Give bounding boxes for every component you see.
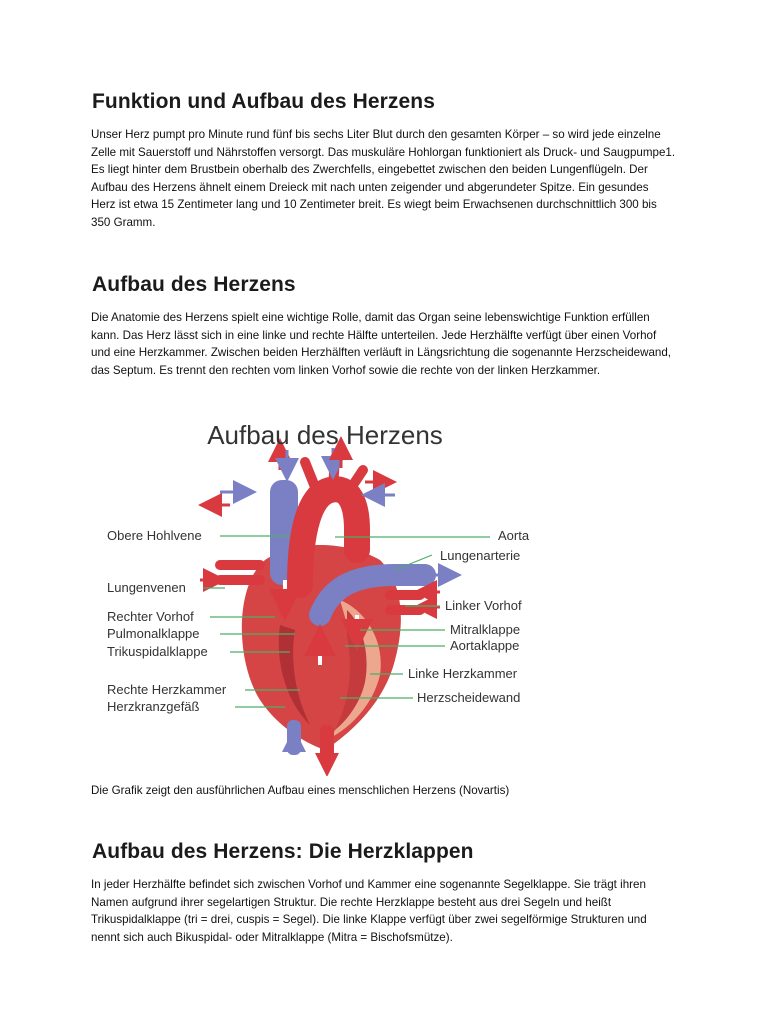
paragraph-herzklappen: In jeder Herzhälfte befindet sich zwischen Vorhof und Kammer eine sogenannte Segelklappe. Sie trägt ihren Namen aufgrund ihrer segelartigen Struktur. Die rechte Herzklappe besteht aus drei Segeln und heißt Trikuspidalklappe (tri = drei, cuspis = Segel). Die linke Klappe verfügt über zwei segelförmige Strukturen und nennt sich auch Bikuspidal- oder Mitralklappe (Mitra = Bischofsmütze). bbox=[91, 878, 647, 944]
label-lungenarterie: Lungenarterie bbox=[440, 548, 521, 563]
label-mitralklappe: Mitralklappe bbox=[450, 622, 521, 637]
heart-diagram bbox=[95, 410, 555, 776]
label-lungenvenen: Lungenvenen bbox=[107, 580, 186, 595]
label-aortaklappe: Aortaklappe bbox=[450, 638, 520, 653]
heading-funktion-aufbau: Funktion und Aufbau des Herzens bbox=[92, 90, 435, 113]
label-herzscheidewand: Herzscheidewand bbox=[417, 690, 521, 705]
paragraph-anatomie: Die Anatomie des Herzens spielt eine wichtige Rolle, damit das Organ seine lebenswichtige Funktion erfüllen kann. Das Herz lässt sich in eine linke und rechte Hälfte unterteilen. Jede Herzhälfte verfügt über einen Vorhof und eine Herzkammer. Zwischen beiden Herzhälften verläuft in Längsrichtung die sogenannte Herzscheidewand, das Septum. Es trennt den rechten vom linken Vorhof sowie die rechte von der linken Herzkammer. bbox=[91, 311, 672, 377]
heading-aufbau: Aufbau des Herzens bbox=[92, 273, 296, 296]
label-herzkranzgefaess: Herzkranzgefäß bbox=[107, 699, 200, 714]
label-trikuspidalklappe: Trikuspidalklappe bbox=[107, 644, 208, 659]
label-obere-hohlvene: Obere Hohlvene bbox=[107, 528, 202, 543]
label-rechter-vorhof: Rechter Vorhof bbox=[107, 609, 194, 624]
label-rechte-herzkammer: Rechte Herzkammer bbox=[107, 682, 227, 697]
label-aorta: Aorta bbox=[498, 528, 530, 543]
label-pulmonalklappe: Pulmonalklappe bbox=[107, 626, 200, 641]
label-linker-vorhof: Linker Vorhof bbox=[445, 598, 522, 613]
label-linke-herzkammer: Linke Herzkammer bbox=[408, 666, 518, 681]
heading-herzklappen: Aufbau des Herzens: Die Herzklappen bbox=[92, 840, 474, 863]
paragraph-funktion: Unser Herz pumpt pro Minute rund fünf bis sechs Liter Blut durch den gesamten Körper – so wird jede einzelne Zelle mit Sauerstoff und Nährstoffen versorgt. Das muskuläre Hohlorgan funktioniert als Druck- und Saugpumpe1. Es liegt hinter dem Brustbein oberhalb des Zwerchfells, eingebettet zwischen den beiden Lungenflügeln. Der Aufbau des Herzens ähnelt einem Dreieck mit nach unten zeigender und abgerundeter Spitze. Ein gesundes Herz ist etwa 15 Zentimeter lang und 10 Zentimeter breit. Es wiegt beim Erwachsenen durchschnittlich 300 bis 350 Gramm. bbox=[91, 128, 676, 229]
figure-caption: Die Grafik zeigt den ausführlichen Aufbau eines menschlichen Herzens (Novartis) bbox=[91, 784, 510, 797]
diagram-title: Aufbau des Herzens bbox=[207, 420, 443, 450]
